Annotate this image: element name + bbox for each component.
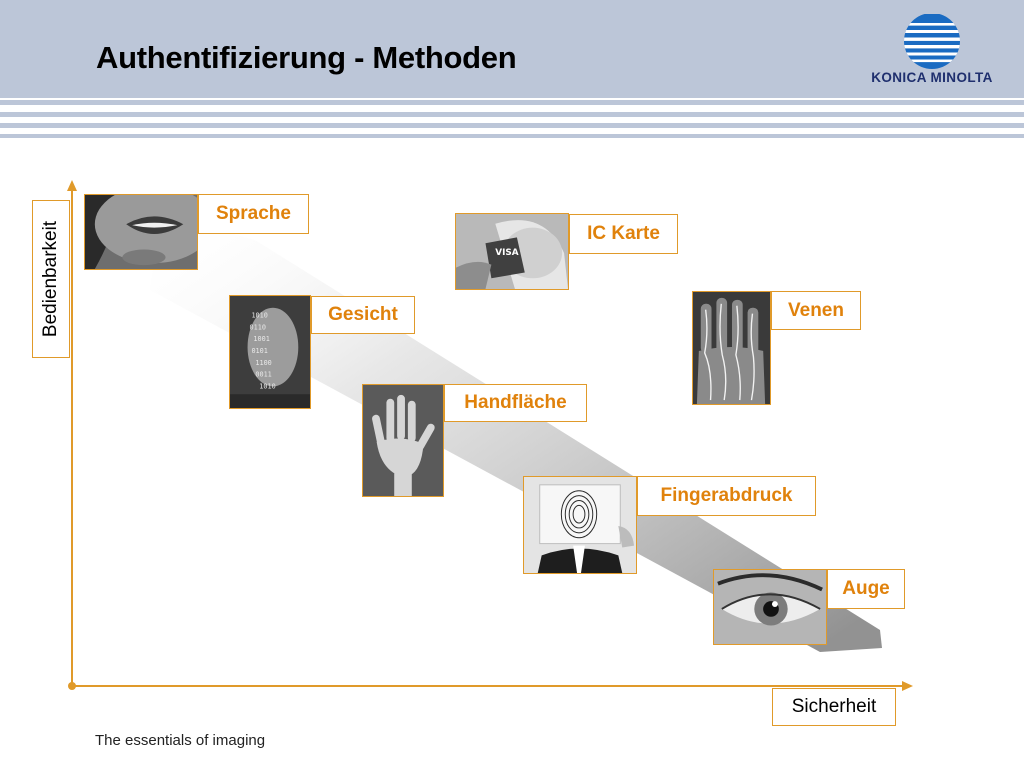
x-axis-label: Sicherheit: [772, 688, 896, 726]
eye-photo: [713, 569, 827, 645]
palm-photo: [362, 384, 444, 497]
brand-name: KONICA MINOLTA: [871, 70, 993, 85]
lips-photo: [84, 194, 198, 270]
hand-veins-photo: [692, 291, 771, 405]
method-label: Venen: [771, 291, 861, 330]
footer-tagline: The essentials of imaging: [95, 732, 266, 749]
svg-text:0101: 0101: [251, 346, 268, 355]
face-photo: [229, 295, 311, 409]
y-axis-label: Bedienbarkeit: [32, 200, 70, 358]
fingerprint-photo: [523, 476, 637, 574]
svg-text:VISA: VISA: [495, 247, 519, 258]
svg-text:1010: 1010: [251, 311, 268, 320]
svg-text:0110: 0110: [249, 323, 266, 332]
x-axis-arrow: [902, 681, 913, 691]
svg-text:1100: 1100: [255, 358, 272, 367]
method-label: Handfläche: [444, 384, 587, 422]
svg-text:0011: 0011: [255, 370, 272, 379]
method-label: Fingerabdruck: [637, 476, 816, 516]
method-label: Gesicht: [311, 296, 415, 334]
page-title: Authentifizierung - Methoden: [96, 40, 517, 75]
method-label: Sprache: [198, 194, 309, 234]
card-reader-photo: [455, 213, 569, 290]
y-axis-arrow: [67, 180, 77, 191]
axis-origin: [68, 682, 76, 690]
svg-text:1010: 1010: [259, 382, 276, 391]
method-label: Auge: [827, 569, 905, 609]
svg-text:1001: 1001: [253, 335, 270, 344]
method-label: IC Karte: [569, 214, 678, 254]
